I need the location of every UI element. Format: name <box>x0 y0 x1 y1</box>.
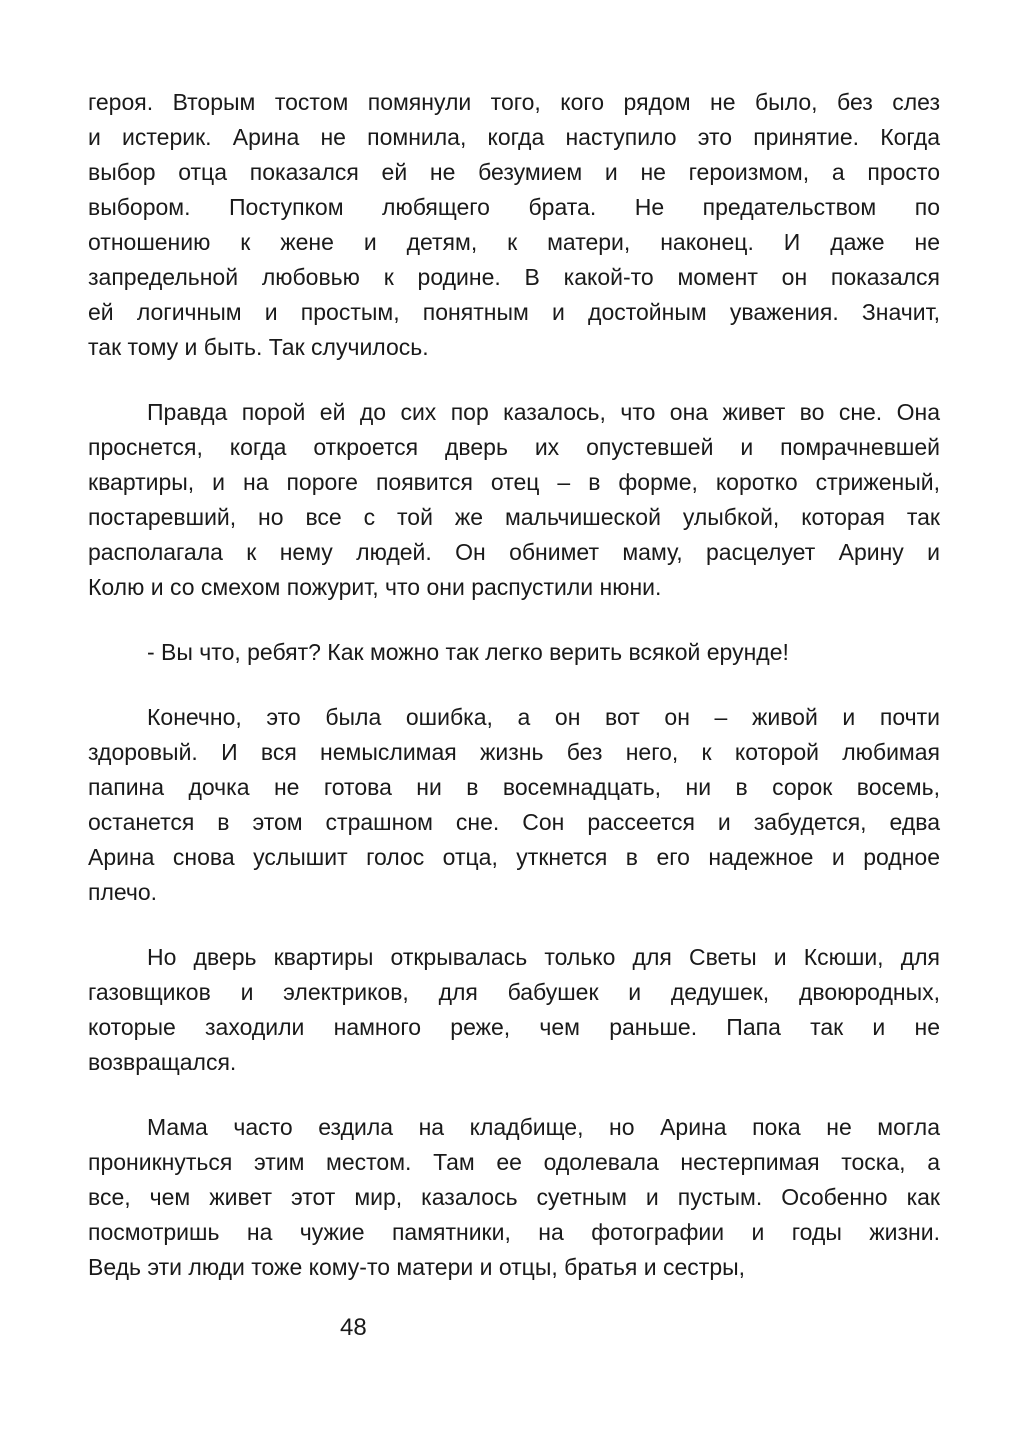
text-line: - Вы что, ребят? Как можно так легко верить всякой ерунде! <box>147 639 789 665</box>
paragraph <box>88 1110 940 1285</box>
text-line: плечо. <box>88 879 158 905</box>
paragraph <box>88 940 940 1080</box>
text-line: отношению к жене и детям, к матери, наконец. И даже не <box>88 229 940 255</box>
text-line: постаревший, но все с той же мальчишеской улыбкой, которая так <box>88 504 940 530</box>
text-line: Конечно, это была ошибка, а он вот он – живой и почти <box>147 704 940 730</box>
text-line: Арина снова услышит голос отца, уткнется в его надежное и родное <box>88 844 940 870</box>
text-line: Но дверь квартиры открывалась только для Светы и Ксюши, для <box>147 944 940 970</box>
text-line: папина дочка не готова ни в восемнадцать, ни в сорок восемь, <box>88 774 940 800</box>
text-line: ей логичным и простым, понятным и достойным уважения. Значит, <box>88 299 940 325</box>
text-line: газовщиков и электриков, для бабушек и дедушек, двоюродных, <box>88 979 940 1005</box>
text-line: запредельной любовью к родине. В какой-то момент он показался <box>88 264 940 290</box>
paragraph <box>88 700 940 910</box>
paragraph <box>88 635 940 670</box>
text-line: и истерик. Арина не помнила, когда наступило это принятие. Когда <box>88 124 940 150</box>
text-line: здоровый. И вся немыслимая жизнь без него, к которой любимая <box>88 739 940 765</box>
text-line: Мама часто ездила на кладбище, но Арина пока не могла <box>147 1114 940 1140</box>
page-number: 48 <box>340 1314 367 1341</box>
paragraph <box>88 395 940 605</box>
text-line: Правда порой ей до сих пор казалось, что она живет во сне. Она <box>147 399 940 425</box>
paragraph <box>88 85 940 365</box>
text-line: останется в этом страшном сне. Сон рассеется и забудется, едва <box>88 809 940 835</box>
text-line: проснется, когда откроется дверь их опустевшей и помрачневшей <box>88 434 940 460</box>
text-line: которые заходили намного реже, чем раньше. Папа так и не <box>88 1014 940 1040</box>
text-line: проникнуться этим местом. Там ее одолевала нестерпимая тоска, а <box>88 1149 940 1175</box>
text-line: все, чем живет этот мир, казалось суетным и пустым. Особенно как <box>88 1184 940 1210</box>
text-line: выбором. Поступком любящего брата. Не предательством по <box>88 194 940 220</box>
text-line: так тому и быть. Так случилось. <box>88 334 429 360</box>
text-line: героя. Вторым тостом помянули того, кого рядом не было, без слез <box>88 89 940 115</box>
text-line: выбор отца показался ей не безумием и не героизмом, а просто <box>88 159 940 185</box>
text-line: Колю и со смехом пожурит, что они распустили нюни. <box>88 574 662 600</box>
text-line: возвращался. <box>88 1049 237 1075</box>
text-line: Ведь эти люди тоже кому-то матери и отцы, братья и сестры, <box>88 1254 746 1280</box>
text-line: посмотришь на чужие памятники, на фотографии и годы жизни. <box>88 1219 940 1245</box>
text-line: располагала к нему людей. Он обнимет маму, расцелует Арину и <box>88 539 940 565</box>
text-line: квартиры, и на пороге появится отец – в форме, коротко стриженый, <box>88 469 940 495</box>
text-block <box>88 85 940 1285</box>
